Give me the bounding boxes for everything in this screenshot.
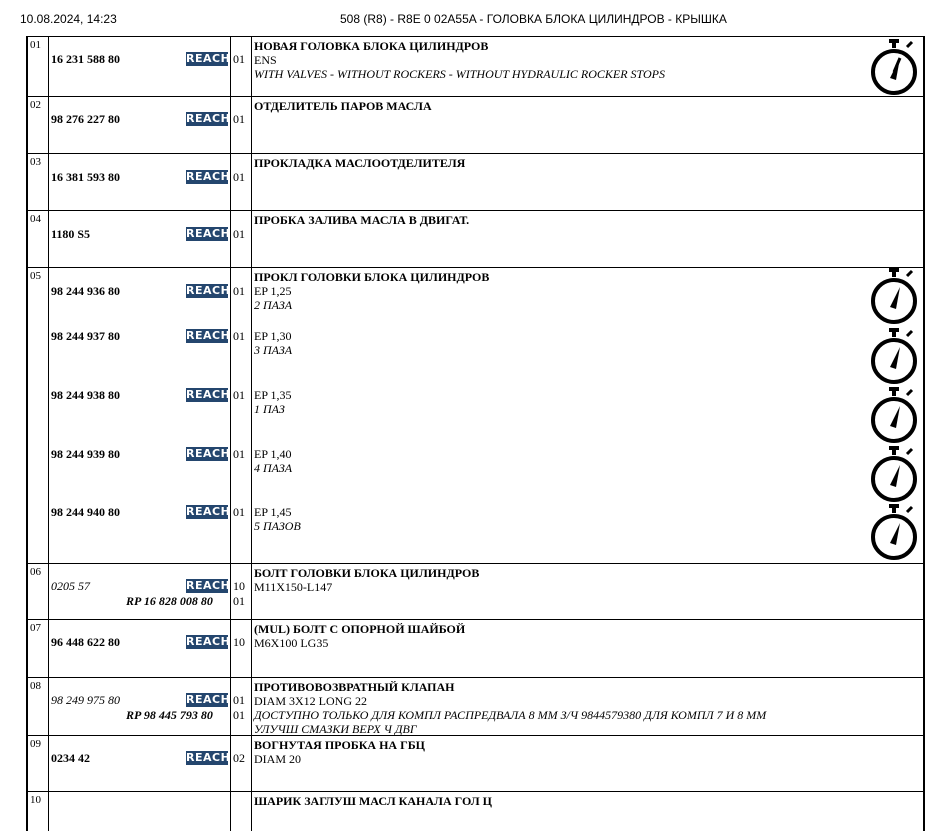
part-note: ДОСТУПНО ТОЛЬКО ДЛЯ КОМПЛ РАСПРЕДВАЛА 8 ММ З/Ч 9844579380 ДЛЯ КОМПЛ 7 И 8 ММ bbox=[254, 708, 767, 722]
part-title: НОВАЯ ГОЛОВКА БЛОКА ЦИЛИНДРОВ bbox=[254, 39, 489, 53]
reach-badge: REACH bbox=[186, 447, 231, 460]
quantity: 01 bbox=[233, 170, 245, 184]
quantity: 01 bbox=[233, 112, 245, 126]
part-title: ПРОКЛ ГОЛОВКИ БЛОКА ЦИЛИНДРОВ bbox=[254, 270, 490, 284]
stopwatch-icon bbox=[869, 504, 919, 562]
part-number[interactable]: 0205 57 bbox=[51, 579, 90, 593]
quantity: 10 bbox=[233, 635, 245, 649]
quantity: 01 bbox=[233, 505, 245, 519]
part-title: ПРОКЛАДКА МАСЛООТДЕЛИТЕЛЯ bbox=[254, 156, 466, 170]
stopwatch-icon bbox=[869, 268, 919, 326]
part-spec: DIAM 20 bbox=[254, 752, 301, 766]
replacement-part-number[interactable]: RP 16 828 008 80 bbox=[126, 594, 213, 608]
quantity: 01 bbox=[233, 52, 245, 66]
row-number: 01 bbox=[30, 39, 41, 51]
table-row bbox=[26, 267, 925, 563]
part-number[interactable]: 98 276 227 80 bbox=[51, 112, 120, 126]
row-number: 07 bbox=[30, 622, 41, 634]
part-title: ВОГНУТАЯ ПРОБКА НА ГБЦ bbox=[254, 738, 425, 752]
part-note: 2 ПАЗА bbox=[254, 298, 293, 312]
row-number: 08 bbox=[30, 680, 41, 692]
part-spec: EP 1,30 bbox=[254, 329, 292, 343]
row-number: 05 bbox=[30, 270, 41, 282]
part-title: ПРОБКА ЗАЛИВА МАСЛА В ДВИГАТ. bbox=[254, 213, 470, 227]
part-spec: DIAM 3X12 LONG 22 bbox=[254, 694, 367, 708]
table-row bbox=[26, 563, 925, 619]
parts-table bbox=[26, 36, 925, 836]
part-number[interactable]: 98 249 975 80 bbox=[51, 693, 120, 707]
part-title: ОТДЕЛИТЕЛЬ ПАРОВ МАСЛА bbox=[254, 99, 432, 113]
part-title: (MUL) БОЛТ С ОПОРНОЙ ШАЙБОЙ bbox=[254, 622, 466, 636]
part-spec: ENS bbox=[254, 53, 277, 67]
row-number: 02 bbox=[30, 99, 41, 111]
part-spec: EP 1,40 bbox=[254, 447, 292, 461]
quantity: 01 bbox=[233, 227, 245, 241]
row-number: 09 bbox=[30, 738, 41, 750]
part-note: 4 ПАЗА bbox=[254, 461, 293, 475]
reach-badge: REACH bbox=[186, 388, 231, 401]
table-row bbox=[26, 96, 925, 153]
stopwatch-icon bbox=[869, 446, 919, 504]
reach-badge: REACH bbox=[186, 112, 231, 125]
part-spec: EP 1,35 bbox=[254, 388, 292, 402]
quantity: 02 bbox=[233, 751, 245, 765]
table-row bbox=[26, 791, 925, 831]
quantity: 01 bbox=[233, 447, 245, 461]
reach-badge: REACH bbox=[186, 52, 231, 65]
part-title: ШАРИК ЗАГЛУШ МАСЛ КАНАЛА ГОЛ Ц bbox=[254, 794, 492, 808]
stopwatch-icon bbox=[869, 328, 919, 386]
page-title: 508 (R8) - R8E 0 02A55A - ГОЛОВКА БЛОКА ЦИЛИНДРОВ - КРЫШКА bbox=[340, 12, 727, 26]
quantity: 01 bbox=[233, 284, 245, 298]
row-number: 03 bbox=[30, 156, 41, 168]
reach-badge: REACH bbox=[186, 329, 231, 342]
part-spec: M6X100 LG35 bbox=[254, 636, 329, 650]
part-note: WITH VALVES - WITHOUT ROCKERS - WITHOUT HYDRAULIC ROCKER STOPS bbox=[254, 67, 666, 81]
reach-badge: REACH bbox=[186, 579, 231, 592]
table-row bbox=[26, 677, 925, 735]
stopwatch-icon bbox=[869, 387, 919, 445]
reach-badge: REACH bbox=[186, 170, 231, 183]
part-number[interactable]: 98 244 938 80 bbox=[51, 388, 120, 402]
table-row bbox=[26, 619, 925, 677]
part-title: ПРОТИВОВОЗВРАТНЫЙ КЛАПАН bbox=[254, 680, 455, 694]
reach-badge: REACH bbox=[186, 227, 231, 240]
table-row bbox=[26, 153, 925, 210]
part-number[interactable]: 0234 42 bbox=[51, 751, 90, 765]
part-note: УЛУЧШ СМАЗКИ ВЕРХ Ч ДВГ bbox=[254, 722, 417, 736]
part-note: 1 ПАЗ bbox=[254, 402, 285, 416]
table-row bbox=[26, 210, 925, 267]
part-number[interactable]: 98 244 939 80 bbox=[51, 447, 120, 461]
quantity: 10 bbox=[233, 579, 245, 593]
row-number: 06 bbox=[30, 566, 41, 578]
quantity: 01 bbox=[233, 693, 245, 707]
reach-badge: REACH bbox=[186, 751, 231, 764]
part-note: 3 ПАЗА bbox=[254, 343, 293, 357]
part-spec: EP 1,25 bbox=[254, 284, 292, 298]
reach-badge: REACH bbox=[186, 693, 231, 706]
reach-badge: REACH bbox=[186, 505, 231, 518]
part-number[interactable]: 16 381 593 80 bbox=[51, 170, 120, 184]
part-spec: EP 1,45 bbox=[254, 505, 292, 519]
reach-badge: REACH bbox=[186, 635, 231, 648]
part-number[interactable]: 98 244 936 80 bbox=[51, 284, 120, 298]
replacement-quantity: 01 bbox=[233, 594, 245, 608]
print-date: 10.08.2024, 14:23 bbox=[20, 12, 117, 26]
quantity: 01 bbox=[233, 329, 245, 343]
part-title: БОЛТ ГОЛОВКИ БЛОКА ЦИЛИНДРОВ bbox=[254, 566, 480, 580]
part-number[interactable]: 98 244 937 80 bbox=[51, 329, 120, 343]
quantity: 01 bbox=[233, 388, 245, 402]
part-note: 5 ПАЗОВ bbox=[254, 519, 301, 533]
table-row bbox=[26, 36, 925, 96]
table-row bbox=[26, 735, 925, 791]
part-number[interactable]: 16 231 588 80 bbox=[51, 52, 120, 66]
replacement-quantity: 01 bbox=[233, 708, 245, 722]
row-number: 10 bbox=[30, 794, 41, 806]
row-number: 04 bbox=[30, 213, 41, 225]
part-number[interactable]: 98 244 940 80 bbox=[51, 505, 120, 519]
reach-badge: REACH bbox=[186, 284, 231, 297]
replacement-part-number[interactable]: RP 98 445 793 80 bbox=[126, 708, 213, 722]
stopwatch-icon bbox=[869, 39, 919, 97]
part-number[interactable]: 96 448 622 80 bbox=[51, 635, 120, 649]
part-spec: M11X150-L147 bbox=[254, 580, 333, 594]
part-number[interactable]: 1180 S5 bbox=[51, 227, 91, 241]
